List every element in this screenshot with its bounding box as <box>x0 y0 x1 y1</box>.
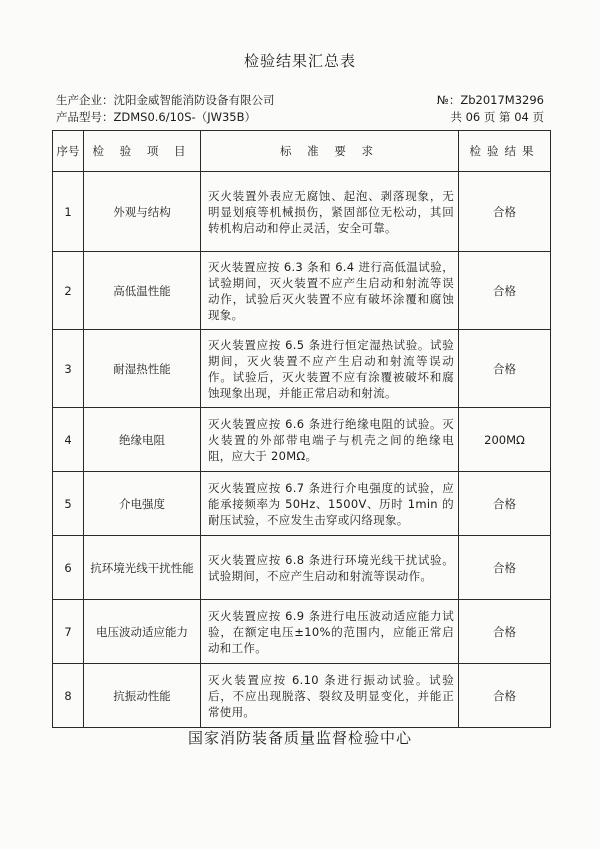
row-item: 介电强度 <box>84 472 201 536</box>
model-value: ZDMS0.6/10S-（JW35B） <box>113 110 256 124</box>
model-label: 产品型号： <box>56 110 114 124</box>
row-item: 高低温性能 <box>84 252 201 330</box>
row-result: 200MΩ <box>459 408 551 472</box>
manufacturer-label: 生产企业： <box>56 93 114 107</box>
row-requirement: 灭火装置应按 6.6 条进行绝缘电阻的试验。灭火装置的外部带电端子与机壳之间的绝缘电阻，应大于 20MΩ。 <box>201 408 459 472</box>
row-item: 绝缘电阻 <box>84 408 201 472</box>
row-item: 抗环境光线干扰性能 <box>84 536 201 600</box>
results-table <box>52 130 551 728</box>
report-number: №：Zb2017M3296 <box>436 93 544 107</box>
row-result: 合格 <box>459 536 551 600</box>
table-row <box>53 600 551 664</box>
row-seq: 1 <box>53 172 84 252</box>
row-item: 电压波动适应能力 <box>84 600 201 664</box>
row-requirement: 灭火装置应按 6.3 条和 6.4 进行高低温试验，试验期间，灭火装置不应产生启动和射流等误动作，试验后灭火装置不应有破坏涂覆和腐蚀现象。 <box>201 252 459 330</box>
table-row <box>53 252 551 330</box>
table-row <box>53 330 551 408</box>
row-result: 合格 <box>459 330 551 408</box>
row-requirement: 灭火装置应按 6.5 条进行恒定湿热试验。试验期间，灭火装置不应产生启动和射流等误动作。试验后，灭火装置不应有涂覆被破坏和腐蚀现象出现，并能正常启动和射流。 <box>201 330 459 408</box>
manufacturer-value: 沈阳金威智能消防设备有限公司 <box>113 93 275 107</box>
row-seq: 2 <box>53 252 84 330</box>
header-seq: 序号 <box>53 131 84 172</box>
header-requirement: 标 准 要 求 <box>201 131 459 172</box>
row-seq: 7 <box>53 600 84 664</box>
model-line <box>56 109 256 125</box>
row-requirement: 灭火装置外表应无腐蚀、起泡、剥落现象，无明显划痕等机械损伤，紧固部位无松动，其回转机构启动和停止灵活，安全可靠。 <box>201 172 459 252</box>
header-result: 检验结果 <box>459 131 551 172</box>
page-info: 共 06 页 第 04 页 <box>450 110 544 124</box>
row-result: 合格 <box>459 172 551 252</box>
row-item: 耐湿热性能 <box>84 330 201 408</box>
table-row <box>53 536 551 600</box>
manufacturer-line <box>56 92 275 108</box>
row-item: 抗振动性能 <box>84 664 201 728</box>
row-seq: 3 <box>53 330 84 408</box>
row-item: 外观与结构 <box>84 172 201 252</box>
row-requirement: 灭火装置应按 6.8 条进行环境光线干扰试验。试验期间，不应产生启动和射流等误动作。 <box>201 536 459 600</box>
table-row <box>53 472 551 536</box>
row-seq: 4 <box>53 408 84 472</box>
header-item: 检 验 项 目 <box>84 131 201 172</box>
row-seq: 5 <box>53 472 84 536</box>
row-requirement: 灭火装置应按 6.10 条进行振动试验。试验后，不应出现脱落、裂纹及明显变化，并能正常使用。 <box>201 664 459 728</box>
issuing-organization: 国家消防装备质量监督检验中心 <box>187 729 412 747</box>
row-result: 合格 <box>459 600 551 664</box>
row-result: 合格 <box>459 252 551 330</box>
document-title: 检验结果汇总表 <box>243 52 356 70</box>
row-seq: 8 <box>53 664 84 728</box>
table-header-row <box>53 131 551 172</box>
row-result: 合格 <box>459 472 551 536</box>
row-requirement: 灭火装置应按 6.9 条进行电压波动适应能力试验，在额定电压±10%的范围内，应能正常启动和工作。 <box>201 600 459 664</box>
table-row <box>53 408 551 472</box>
row-seq: 6 <box>53 536 84 600</box>
table-row <box>53 664 551 728</box>
table-row <box>53 172 551 252</box>
row-result: 合格 <box>459 664 551 728</box>
row-requirement: 灭火装置应按 6.7 条进行介电强度的试验，应能承接频率为 50Hz、1500V、历时 1min 的耐压试验，不应发生击穿或闪络现象。 <box>201 472 459 536</box>
